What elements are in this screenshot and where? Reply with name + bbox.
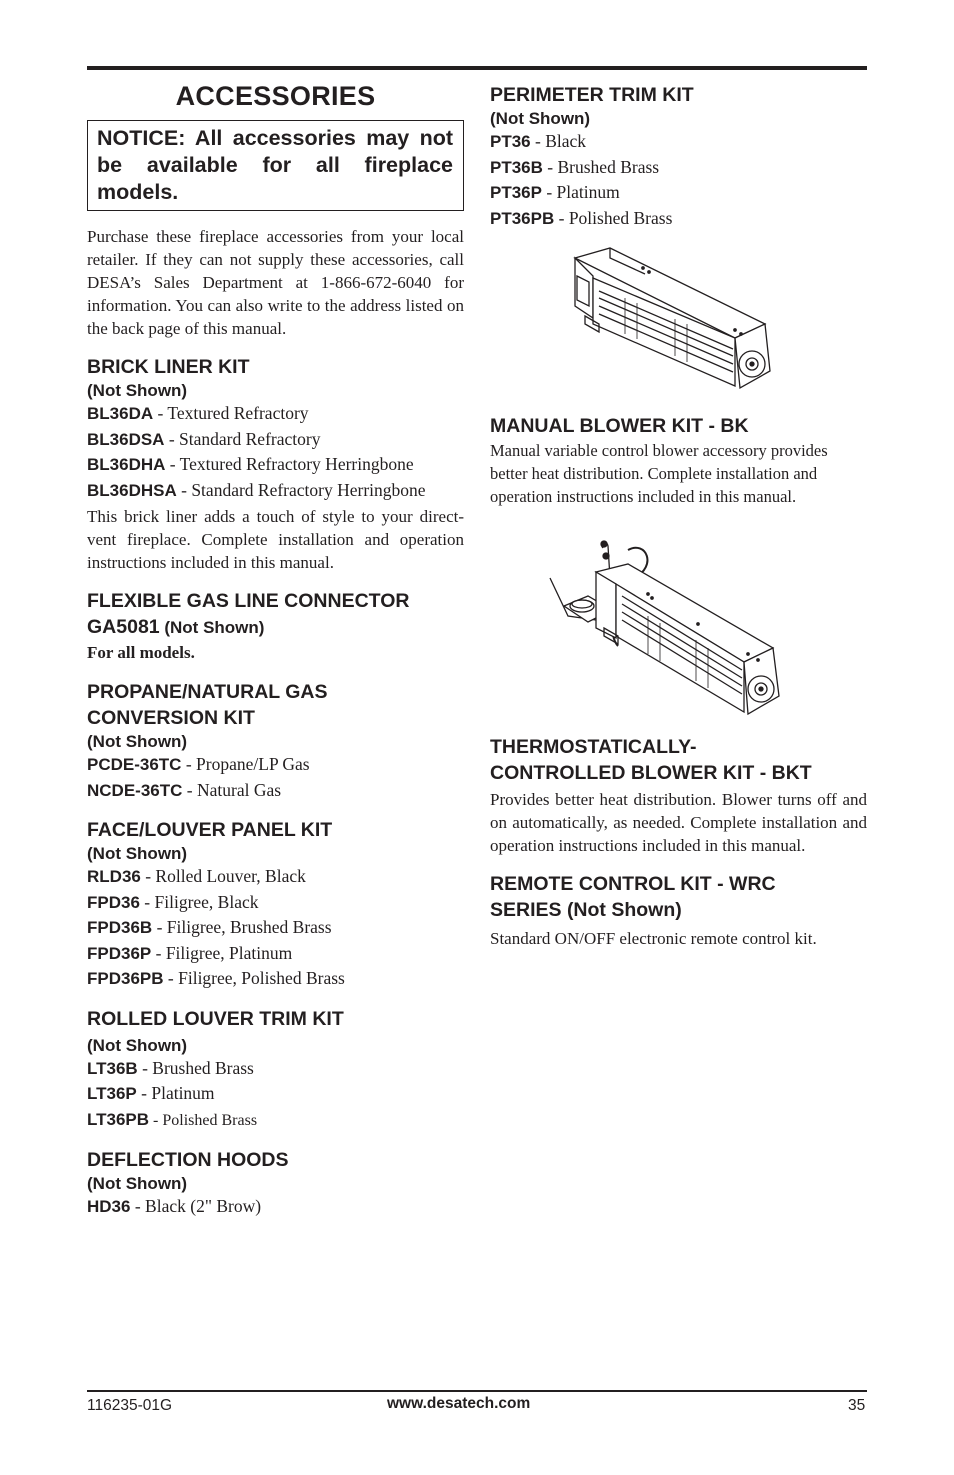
item-desc: - Filigree, Polished Brass <box>163 968 345 988</box>
item-desc: - Brushed Brass <box>542 156 660 177</box>
notice-box: NOTICE: All accessories may not be available for all fireplace models. <box>87 120 464 211</box>
item-code: LT36PB <box>87 1109 150 1129</box>
top-rule <box>87 66 867 70</box>
item-code: NCDE-36TC <box>87 780 183 800</box>
item-desc: - Black <box>530 131 587 151</box>
face-louver-heading: FACE/LOUVER PANEL KIT <box>87 819 333 841</box>
manual-blower-text: Manual variable control blower accessory provides better heat distribution. Complete installation and operation instructions included in this manual. <box>490 441 828 506</box>
remote-control-heading-2: SERIES (Not Shown) <box>490 899 682 921</box>
perimeter-trim-section <box>490 82 867 231</box>
face-louver-not-shown: (Not Shown) <box>87 844 188 863</box>
gas-line-heading: FLEXIBLE GAS LINE CONNECTOR <box>87 590 410 612</box>
list-item <box>87 478 464 504</box>
item-code: HD36 <box>87 1197 131 1216</box>
perimeter-trim-heading: PERIMETER TRIM KIT <box>490 84 694 106</box>
rolled-louver-not-shown: (Not Shown) <box>87 1035 188 1055</box>
list-item <box>87 864 464 890</box>
thermo-blower-heading-2: CONTROLLED BLOWER KIT - BKT <box>490 762 812 784</box>
face-louver-section <box>87 817 464 992</box>
item-code: LT36B <box>87 1058 138 1078</box>
list-item <box>87 452 464 478</box>
thermostatic-blower-illustration <box>548 536 784 726</box>
gas-line-text: For all models. <box>87 643 195 662</box>
list-item <box>490 155 867 181</box>
item-code: LT36P <box>87 1084 137 1103</box>
doc-number: 116235-01G <box>87 1397 173 1414</box>
item-desc: - Natural Gas <box>182 779 282 800</box>
item-desc: - Platinum <box>541 182 620 202</box>
item-code: PCDE-36TC <box>87 755 182 774</box>
list-item <box>490 206 867 232</box>
thermo-blower-heading-1: THERMOSTATICALLY- <box>490 736 697 758</box>
right-column <box>490 82 867 950</box>
list-item <box>87 1081 464 1107</box>
list-item <box>87 1194 464 1220</box>
brick-liner-heading: BRICK LINER KIT <box>87 356 250 378</box>
item-code: PT36 <box>490 132 531 151</box>
item-desc: - Rolled Louver, Black <box>140 866 306 886</box>
item-code: FPD36 <box>87 892 140 912</box>
manual-blower-heading: MANUAL BLOWER KIT - BK <box>490 415 749 437</box>
brick-liner-section <box>87 354 464 574</box>
item-code: BL36DA <box>87 404 154 423</box>
bottom-rule <box>87 1390 867 1392</box>
gas-line-not-shown: (Not Shown) <box>159 618 265 637</box>
item-desc: - Brushed Brass <box>137 1057 254 1078</box>
rolled-louver-section <box>87 1006 464 1134</box>
item-desc: - Propane/LP Gas <box>181 754 310 774</box>
list-item <box>87 1056 464 1082</box>
list-item <box>87 941 464 967</box>
item-code: FPD36P <box>87 943 152 963</box>
list-item <box>87 1107 464 1134</box>
conversion-heading-1: PROPANE/NATURAL GAS <box>87 681 328 703</box>
item-code: PT36PB <box>490 208 555 228</box>
item-desc: - Textured Refractory Herringbone <box>165 454 414 474</box>
gas-line-code-line <box>87 614 464 641</box>
item-desc: - Textured Refractory <box>153 403 309 423</box>
list-item <box>87 401 464 427</box>
list-item <box>490 129 867 155</box>
item-desc: - Filigree, Black <box>139 891 259 912</box>
brick-liner-text: This brick liner adds a touch of style to your direct-vent fireplace. Complete installation and operation instructions included in this manual. <box>87 507 464 572</box>
manual-blower-section <box>490 413 867 508</box>
item-desc: - Standard Refractory Herringbone <box>176 479 426 500</box>
item-desc: - Polished Brass <box>149 1111 258 1129</box>
list-item <box>87 427 464 453</box>
rolled-louver-heading: ROLLED LOUVER TRIM KIT <box>87 1007 344 1030</box>
item-desc: - Black (2" Brow) <box>130 1196 262 1216</box>
remote-control-text: Standard ON/OFF electronic remote control kit. <box>490 929 817 948</box>
list-item <box>87 890 464 916</box>
list-item <box>87 966 464 992</box>
conversion-section <box>87 679 464 803</box>
item-code: BL36DHSA <box>87 480 177 500</box>
item-code: FPD36PB <box>87 969 164 988</box>
intro-text: Purchase these fireplace accessories from your local retailer. If they can not supply these accessories, call DESA’s Sales Department at 1-866-672-6040 for information. You can also write to the address listed on the back page of this manual. <box>87 227 464 338</box>
conversion-not-shown: (Not Shown) <box>87 732 188 751</box>
conversion-heading-2: CONVERSION KIT <box>87 707 255 729</box>
item-desc: - Filigree, Platinum <box>151 942 293 963</box>
deflection-hoods-heading: DEFLECTION HOODS <box>87 1149 289 1171</box>
list-item <box>87 752 464 778</box>
item-code: FPD36B <box>87 918 153 937</box>
website-link[interactable]: www.desatech.com <box>387 1395 531 1412</box>
list-item <box>490 180 867 206</box>
item-code: BL36DSA <box>87 429 165 449</box>
item-desc: - Standard Refractory <box>164 428 321 449</box>
item-desc: - Platinum <box>136 1083 215 1103</box>
list-item <box>87 915 464 941</box>
left-column <box>87 80 464 1220</box>
deflection-hoods-section <box>87 1147 464 1220</box>
remote-control-section <box>490 871 867 950</box>
item-code: RLD36 <box>87 867 141 886</box>
brick-liner-not-shown: (Not Shown) <box>87 381 188 400</box>
list-item <box>87 778 464 804</box>
gas-line-section <box>87 588 464 665</box>
item-desc: - Polished Brass <box>554 207 673 228</box>
manual-blower-illustration <box>565 246 777 406</box>
perimeter-trim-not-shown: (Not Shown) <box>490 109 591 128</box>
remote-control-heading-1: REMOTE CONTROL KIT - WRC <box>490 873 776 895</box>
page-title: ACCESSORIES <box>175 81 376 111</box>
item-desc: - Filigree, Brushed Brass <box>152 917 332 937</box>
thermo-blower-section <box>490 734 867 857</box>
thermo-blower-text: Provides better heat distribution. Blower turns off and on automatically, as needed. Complete installation and operation instructions included in this manual. <box>490 790 867 855</box>
item-code: PT36B <box>490 157 543 177</box>
page-number: 35 <box>848 1397 866 1414</box>
item-code: PT36P <box>490 183 542 202</box>
gas-line-code: GA5081 <box>87 616 160 638</box>
deflection-hoods-not-shown: (Not Shown) <box>87 1174 188 1193</box>
item-code: BL36DHA <box>87 455 166 474</box>
